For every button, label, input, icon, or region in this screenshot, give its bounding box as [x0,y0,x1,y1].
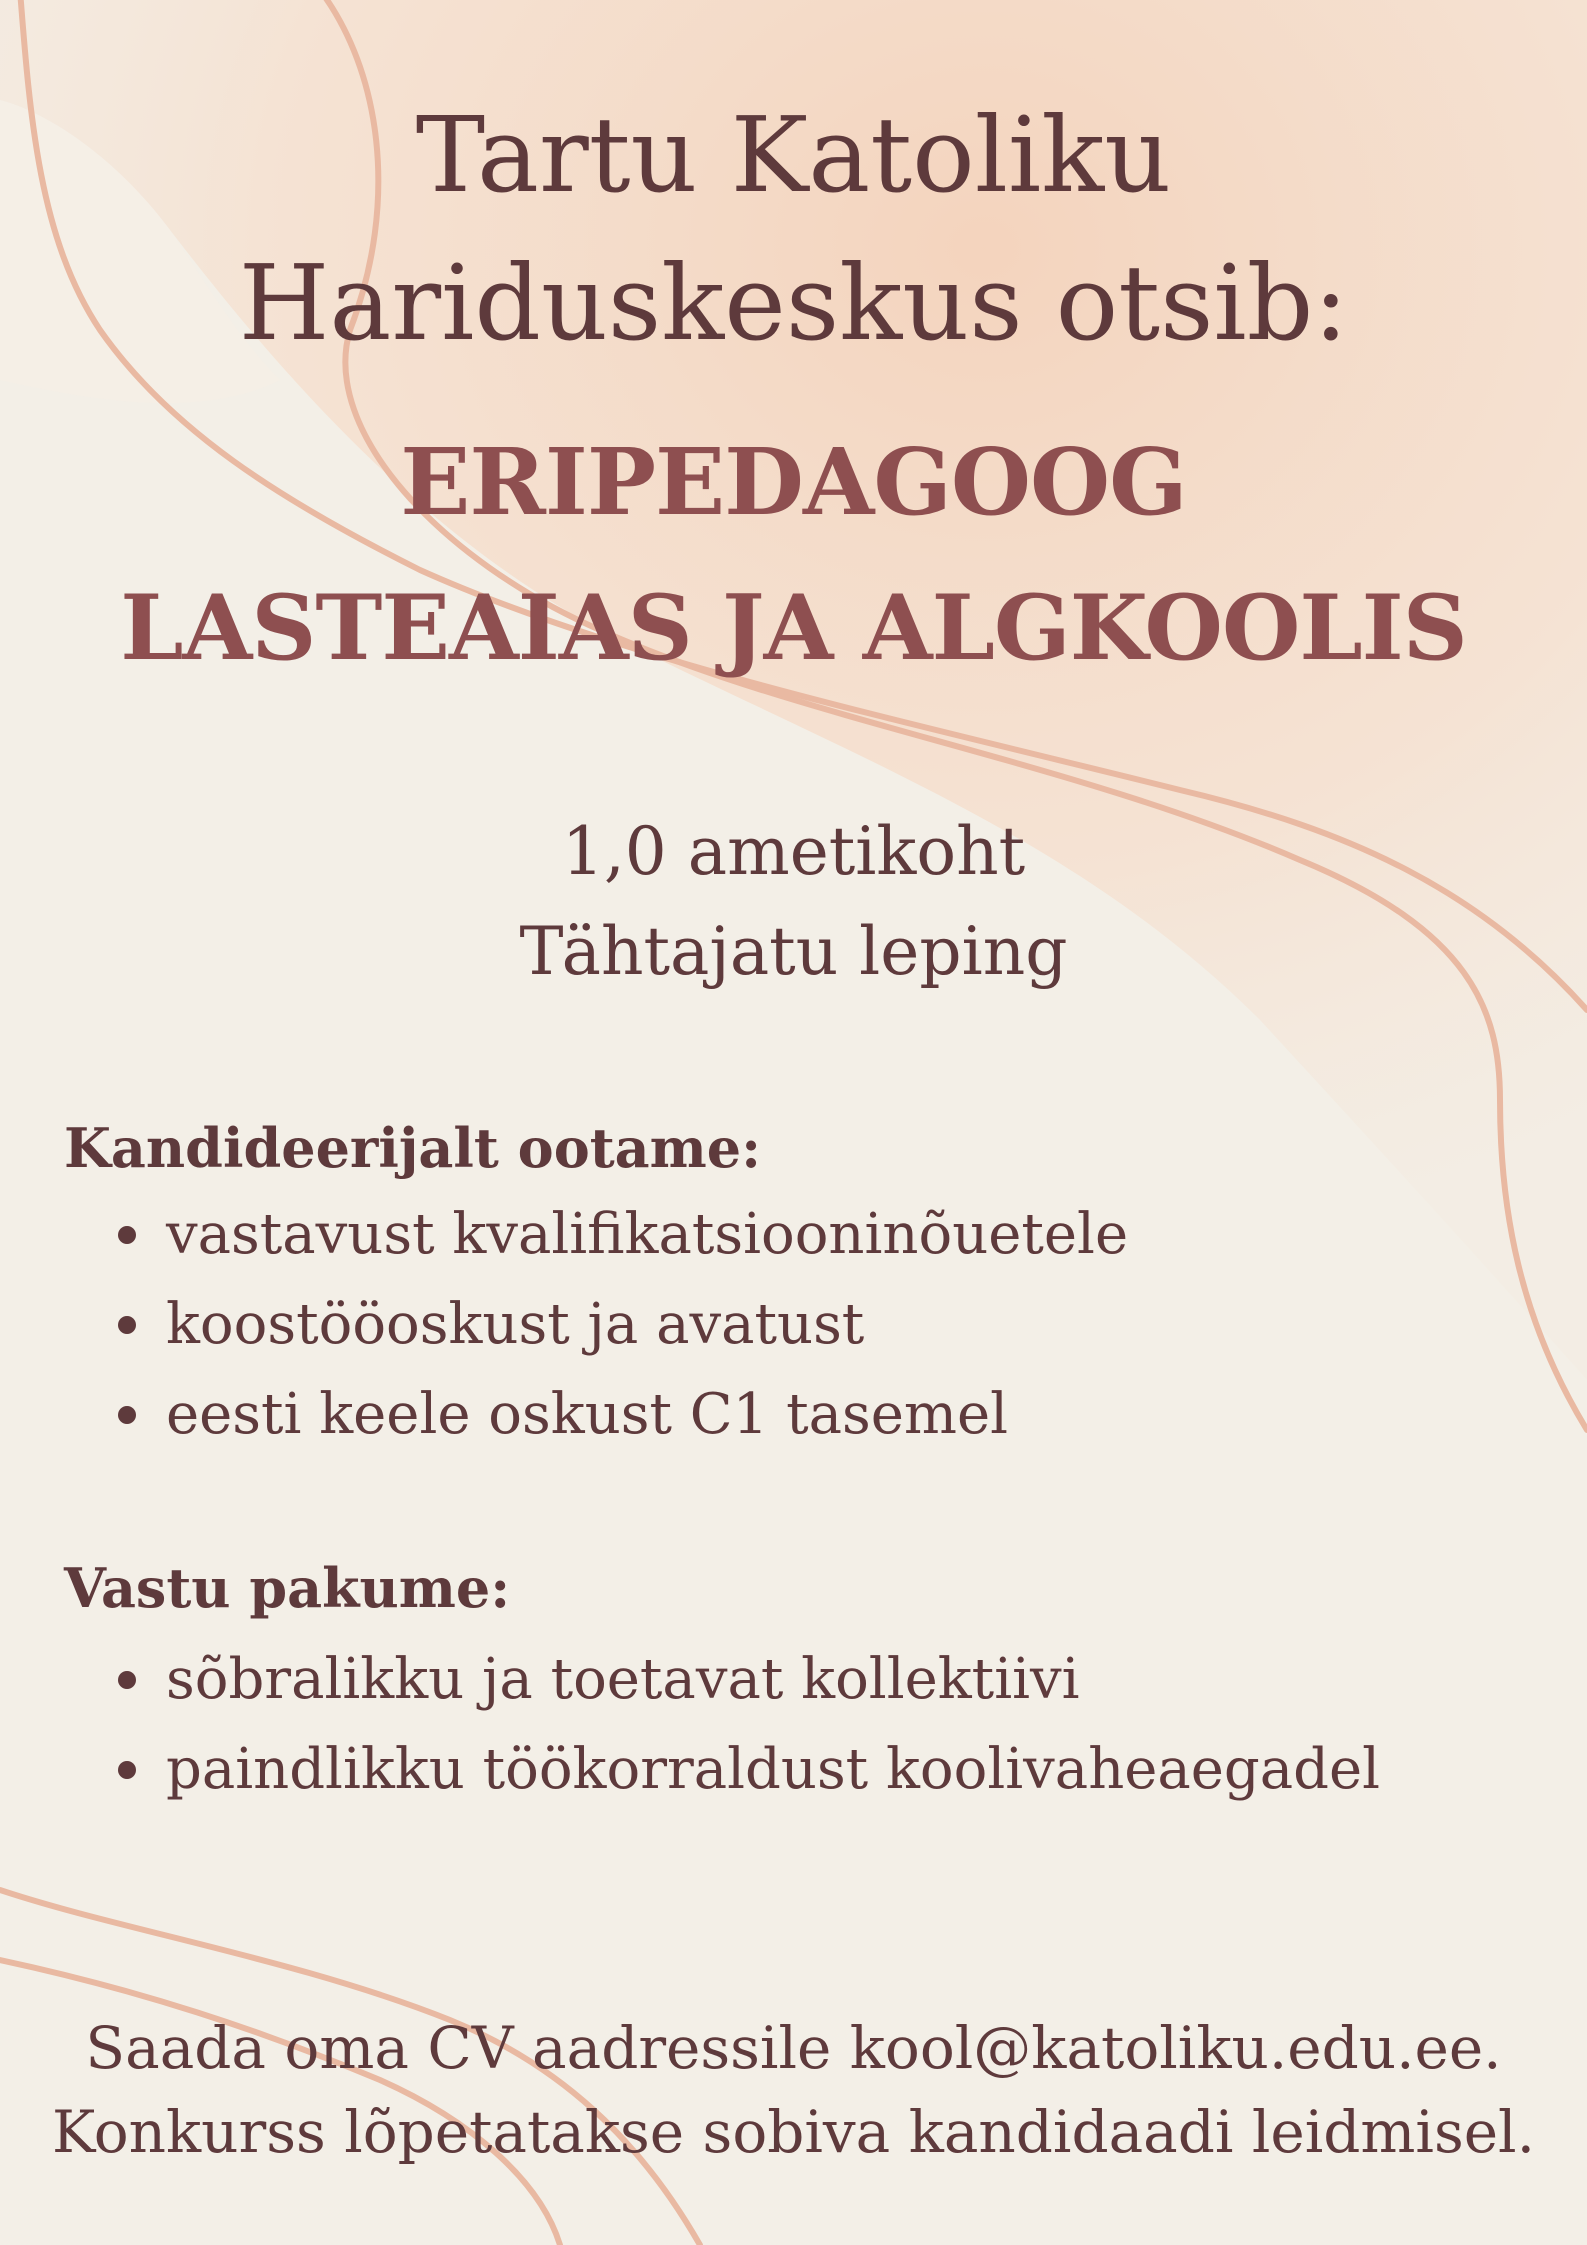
offer-heading: Vastu pakume: [64,1556,511,1620]
list-item [112,1280,1128,1370]
contract-type-text: Tähtajatu leping [519,913,1068,990]
list-item [112,1370,1128,1460]
list-item [112,1635,1380,1725]
list-item-text: vastavust kvalifikatsiooninõuetele [166,1202,1129,1267]
bullet-icon [118,1761,136,1779]
requirements-list [112,1190,1128,1460]
list-item [112,1190,1128,1280]
competition-end-note: Konkurss lõpetatakse sobiva kandidaadi leidmisel. [51,2098,1536,2166]
list-item-text: eesti keele oskust C1 tasemel [166,1382,1008,1447]
bullet-icon [118,1316,136,1334]
workload-text: 1,0 ametikoht [561,813,1026,890]
offer-list [112,1635,1380,1815]
application-instructions: Saada oma CV aadressile kool@katoliku.edu.ee. [85,2014,1502,2082]
job-title-line-1: ERIPEDAGOOG [400,428,1187,536]
job-title-line-2: LASTEAIAS JA ALGKOOLIS [120,575,1467,681]
list-item-text: koostööoskust ja avatust [166,1292,865,1357]
bullet-icon [118,1226,136,1244]
bullet-icon [118,1406,136,1424]
organization-name-line-1: Tartu Katoliku [415,94,1172,216]
bullet-icon [118,1671,136,1689]
list-item-text: sõbralikku ja toetavat kollektiivi [166,1647,1080,1712]
requirements-heading: Kandideerijalt ootame: [64,1116,762,1180]
organization-name-line-2: Hariduskeskus otsib: [238,242,1349,364]
list-item-text: paindlikku töökorraldust koolivaheaegadel [166,1737,1381,1802]
list-item [112,1725,1380,1815]
